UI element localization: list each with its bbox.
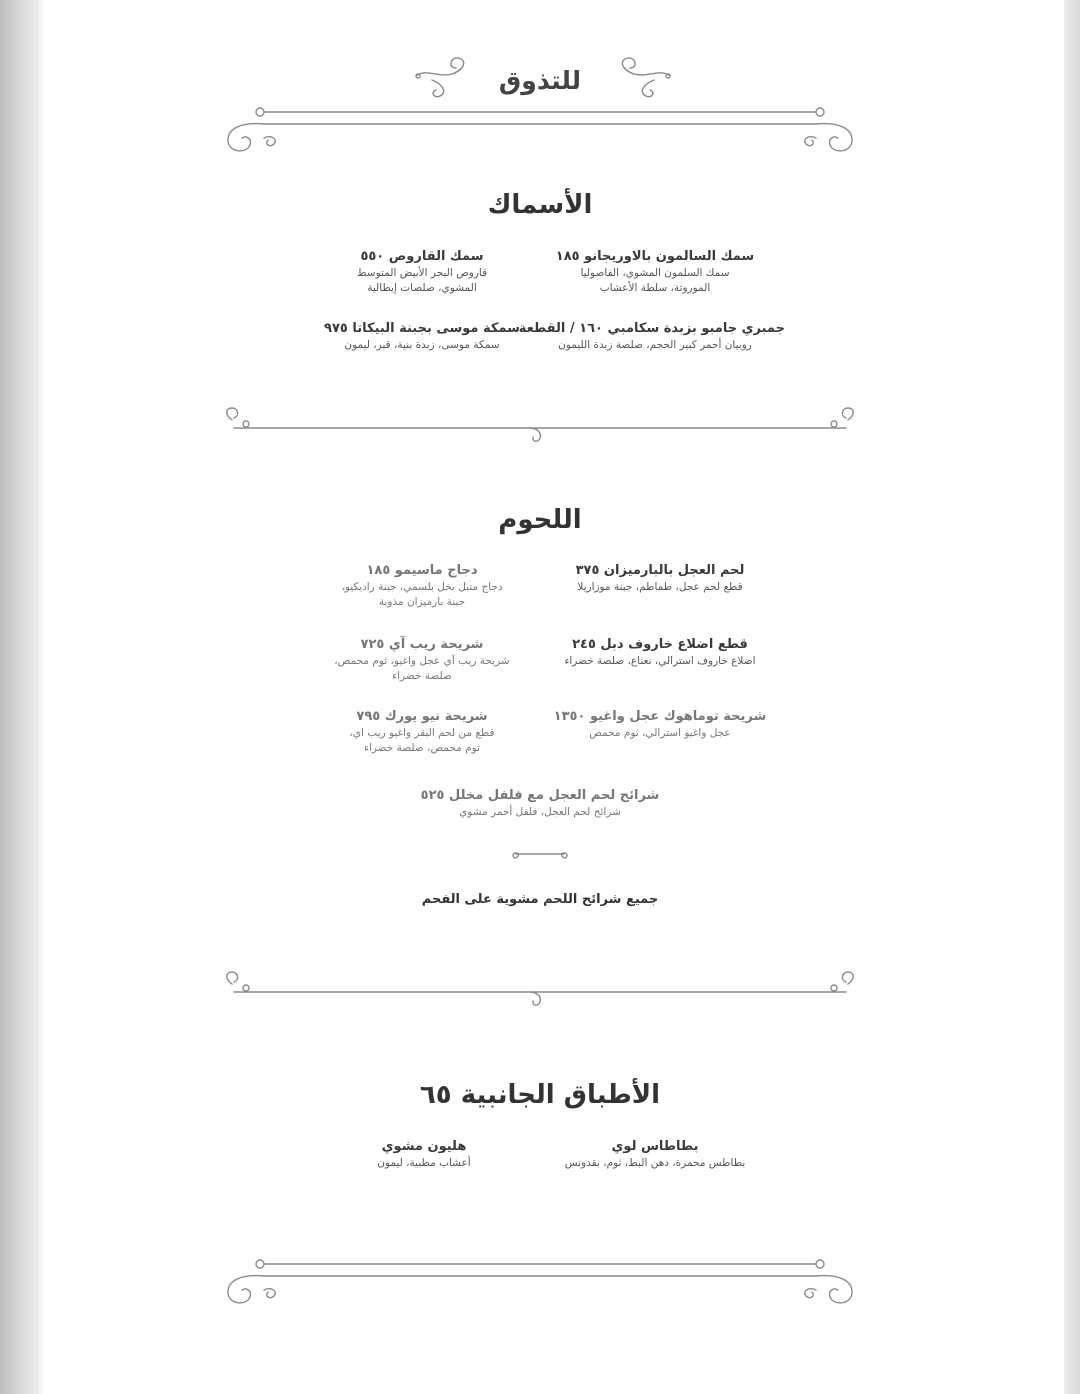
fish-item — [518, 320, 785, 353]
item-name: بطاطاس لوي — [611, 1139, 699, 1154]
item-description: بطاطس محمرة، دهن البط، ثوم، بقدونس — [564, 1157, 746, 1169]
meat-item — [292, 708, 552, 756]
item-description: سمك السلمون المشوي، الفاصوليا الموروثة، سلطة الأعشاب — [580, 267, 730, 294]
bottom-frame-ornament-icon — [224, 1256, 856, 1312]
item-name: شريحة نيو يورك ٧٩٥ — [356, 709, 488, 724]
meat-item — [292, 636, 552, 684]
meat-item — [530, 636, 790, 669]
section-divider-icon — [220, 970, 860, 1010]
item-name: شريحة ريب آي ٧٢٥ — [360, 637, 484, 652]
meats-note: جميع شرائح اللحم مشوية على الفحم — [421, 892, 659, 907]
side-item — [294, 1138, 554, 1171]
meat-item — [292, 562, 552, 610]
sides-section-title: الأطباق الجانبية ٦٥ — [419, 1080, 661, 1110]
page-title: للتذوق — [498, 66, 582, 95]
item-description: أعشاب مطبية، ليمون — [377, 1157, 471, 1169]
item-name: سمكة موسى بجبنة البيكاتا ٩٧٥ — [324, 321, 520, 336]
item-name: هليون مشوي — [381, 1139, 467, 1154]
item-name: قطع اضلاع خاروف دبل ٢٤٥ — [572, 637, 748, 652]
fish-item — [292, 320, 552, 353]
item-description: اضلاع خاروف استرالي، نعناع، صلصة خضراء — [564, 655, 756, 667]
item-description: قطع من لحم البقر واغيو ريب اي، ثوم محمص، صلصة خضراء — [349, 727, 495, 754]
small-divider-icon — [508, 850, 572, 864]
fish-item — [292, 248, 552, 296]
item-description: دجاج متبل بخل بلسمي، جبنة راديكيو، جبنة بارميزان مذوبة — [341, 581, 503, 608]
meats-section-title: اللحوم — [498, 505, 582, 535]
top-frame-ornament-icon — [224, 104, 856, 160]
item-name: شريحة توماهوك عجل واغيو ١٣٥٠ — [553, 709, 767, 724]
item-description: روبيان أحمر كبير الحجم، صلصة زبدة الليمون — [558, 339, 752, 351]
item-description: سمكة موسى، زبدة بنية، قبر، ليمون — [344, 339, 500, 351]
meat-item — [530, 708, 790, 741]
meat-item — [530, 562, 790, 595]
item-description: عجل واغيو استرالي، ثوم محمص — [589, 727, 731, 739]
fish-item — [525, 248, 785, 296]
item-name: شرائح لحم العجل مع فلفل مخلل ٥٢٥ — [420, 788, 660, 803]
item-name: سمك القاروص ٥٥٠ — [360, 249, 484, 264]
item-name: لحم العجل بالبارميزان ٣٧٥ — [575, 563, 745, 578]
item-description: شريحة ريب آي عجل واغيو، ثوم محمص، صلصة خضراء — [334, 655, 510, 682]
fish-section-title: الأسماك — [487, 190, 593, 220]
item-description: شرائح لحم العجل، فلفل أحمر مشوي — [459, 806, 621, 818]
meat-item — [410, 787, 670, 820]
item-description: قطع لحم عجل، طماطم، جبنة موزاريلا — [577, 581, 743, 593]
item-name: دجاج ماسيمو ١٨٥ — [366, 563, 478, 578]
item-name: سمك السالمون بالاوريجانو ١٨٥ — [555, 249, 755, 264]
item-description: قاروص البحر الأبيض المتوسط المشوي، صلصات إيطالية — [356, 267, 488, 294]
section-divider-icon — [220, 406, 860, 446]
side-item — [525, 1138, 785, 1171]
item-name: جمبري جامبو بزبدة سكامبي ١٦٠ / القطعة — [518, 321, 785, 336]
